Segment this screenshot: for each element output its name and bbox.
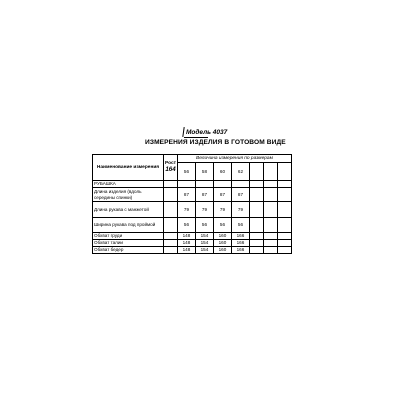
- table-header-row: [93, 155, 292, 163]
- model-label-mark: [182, 127, 184, 137]
- value-cell: 79: [231, 202, 249, 218]
- size-cell: 62: [231, 163, 249, 181]
- section-row: [93, 181, 292, 188]
- table-row: [93, 202, 292, 218]
- value-cell: 79: [195, 202, 213, 218]
- value-cell: 87: [231, 188, 249, 202]
- value-cell: 56: [195, 218, 213, 233]
- document-title: ИЗМЕРЕНИЯ ИЗДЕЛИЯ В ГОТОВОМ ВИДЕ: [145, 139, 286, 146]
- value-cell: 87: [177, 188, 195, 202]
- row-label: Длина изделия (вдоль середины спинки): [93, 188, 164, 202]
- empty-cell: [277, 163, 291, 181]
- value-cell: 166: [231, 233, 249, 240]
- value-cell: 87: [195, 188, 213, 202]
- size-cell: 56: [177, 163, 195, 181]
- size-cell: 58: [195, 163, 213, 181]
- value-cell: 166: [231, 240, 249, 247]
- size-cell: 60: [213, 163, 231, 181]
- value-cell: 56: [231, 218, 249, 233]
- value-cell: 154: [195, 233, 213, 240]
- value-cell: 79: [177, 202, 195, 218]
- table-row: [93, 233, 292, 240]
- value-cell: 148: [177, 247, 195, 254]
- value-cell: 154: [195, 240, 213, 247]
- empty-cell: [263, 163, 277, 181]
- value-cell: 160: [213, 233, 231, 240]
- row-label: Длина рукава с манжетой: [93, 202, 164, 218]
- value-cell: 87: [213, 188, 231, 202]
- measurements-table: [92, 154, 292, 254]
- value-cell: 160: [213, 240, 231, 247]
- table-row: [93, 218, 292, 233]
- value-cell: 154: [195, 247, 213, 254]
- row-label: Обхват бедер: [93, 247, 164, 254]
- height-header: [164, 155, 178, 181]
- height-label: Рост: [165, 160, 176, 166]
- size-group-header: Величина измерения по размерам: [177, 155, 291, 163]
- row-label: Обхват груди: [93, 233, 164, 240]
- model-label-underline: [184, 137, 208, 138]
- empty-cell: [249, 163, 263, 181]
- value-cell: 56: [213, 218, 231, 233]
- model-label: Модель 4037: [186, 129, 228, 136]
- table-row: [93, 247, 292, 254]
- value-cell: 160: [213, 247, 231, 254]
- table-row: [93, 188, 292, 202]
- row-label: Ширина рукава под проймой: [93, 218, 164, 233]
- row-label: Обхват талии: [93, 240, 164, 247]
- value-cell: 148: [177, 240, 195, 247]
- section-title: РУБАШКА: [93, 181, 164, 188]
- value-cell: 79: [213, 202, 231, 218]
- value-cell: 166: [231, 247, 249, 254]
- height-value: 164: [165, 166, 176, 174]
- table-row: [93, 240, 292, 247]
- value-cell: 56: [177, 218, 195, 233]
- value-cell: 148: [177, 233, 195, 240]
- name-header: Наименование измерения: [93, 155, 164, 181]
